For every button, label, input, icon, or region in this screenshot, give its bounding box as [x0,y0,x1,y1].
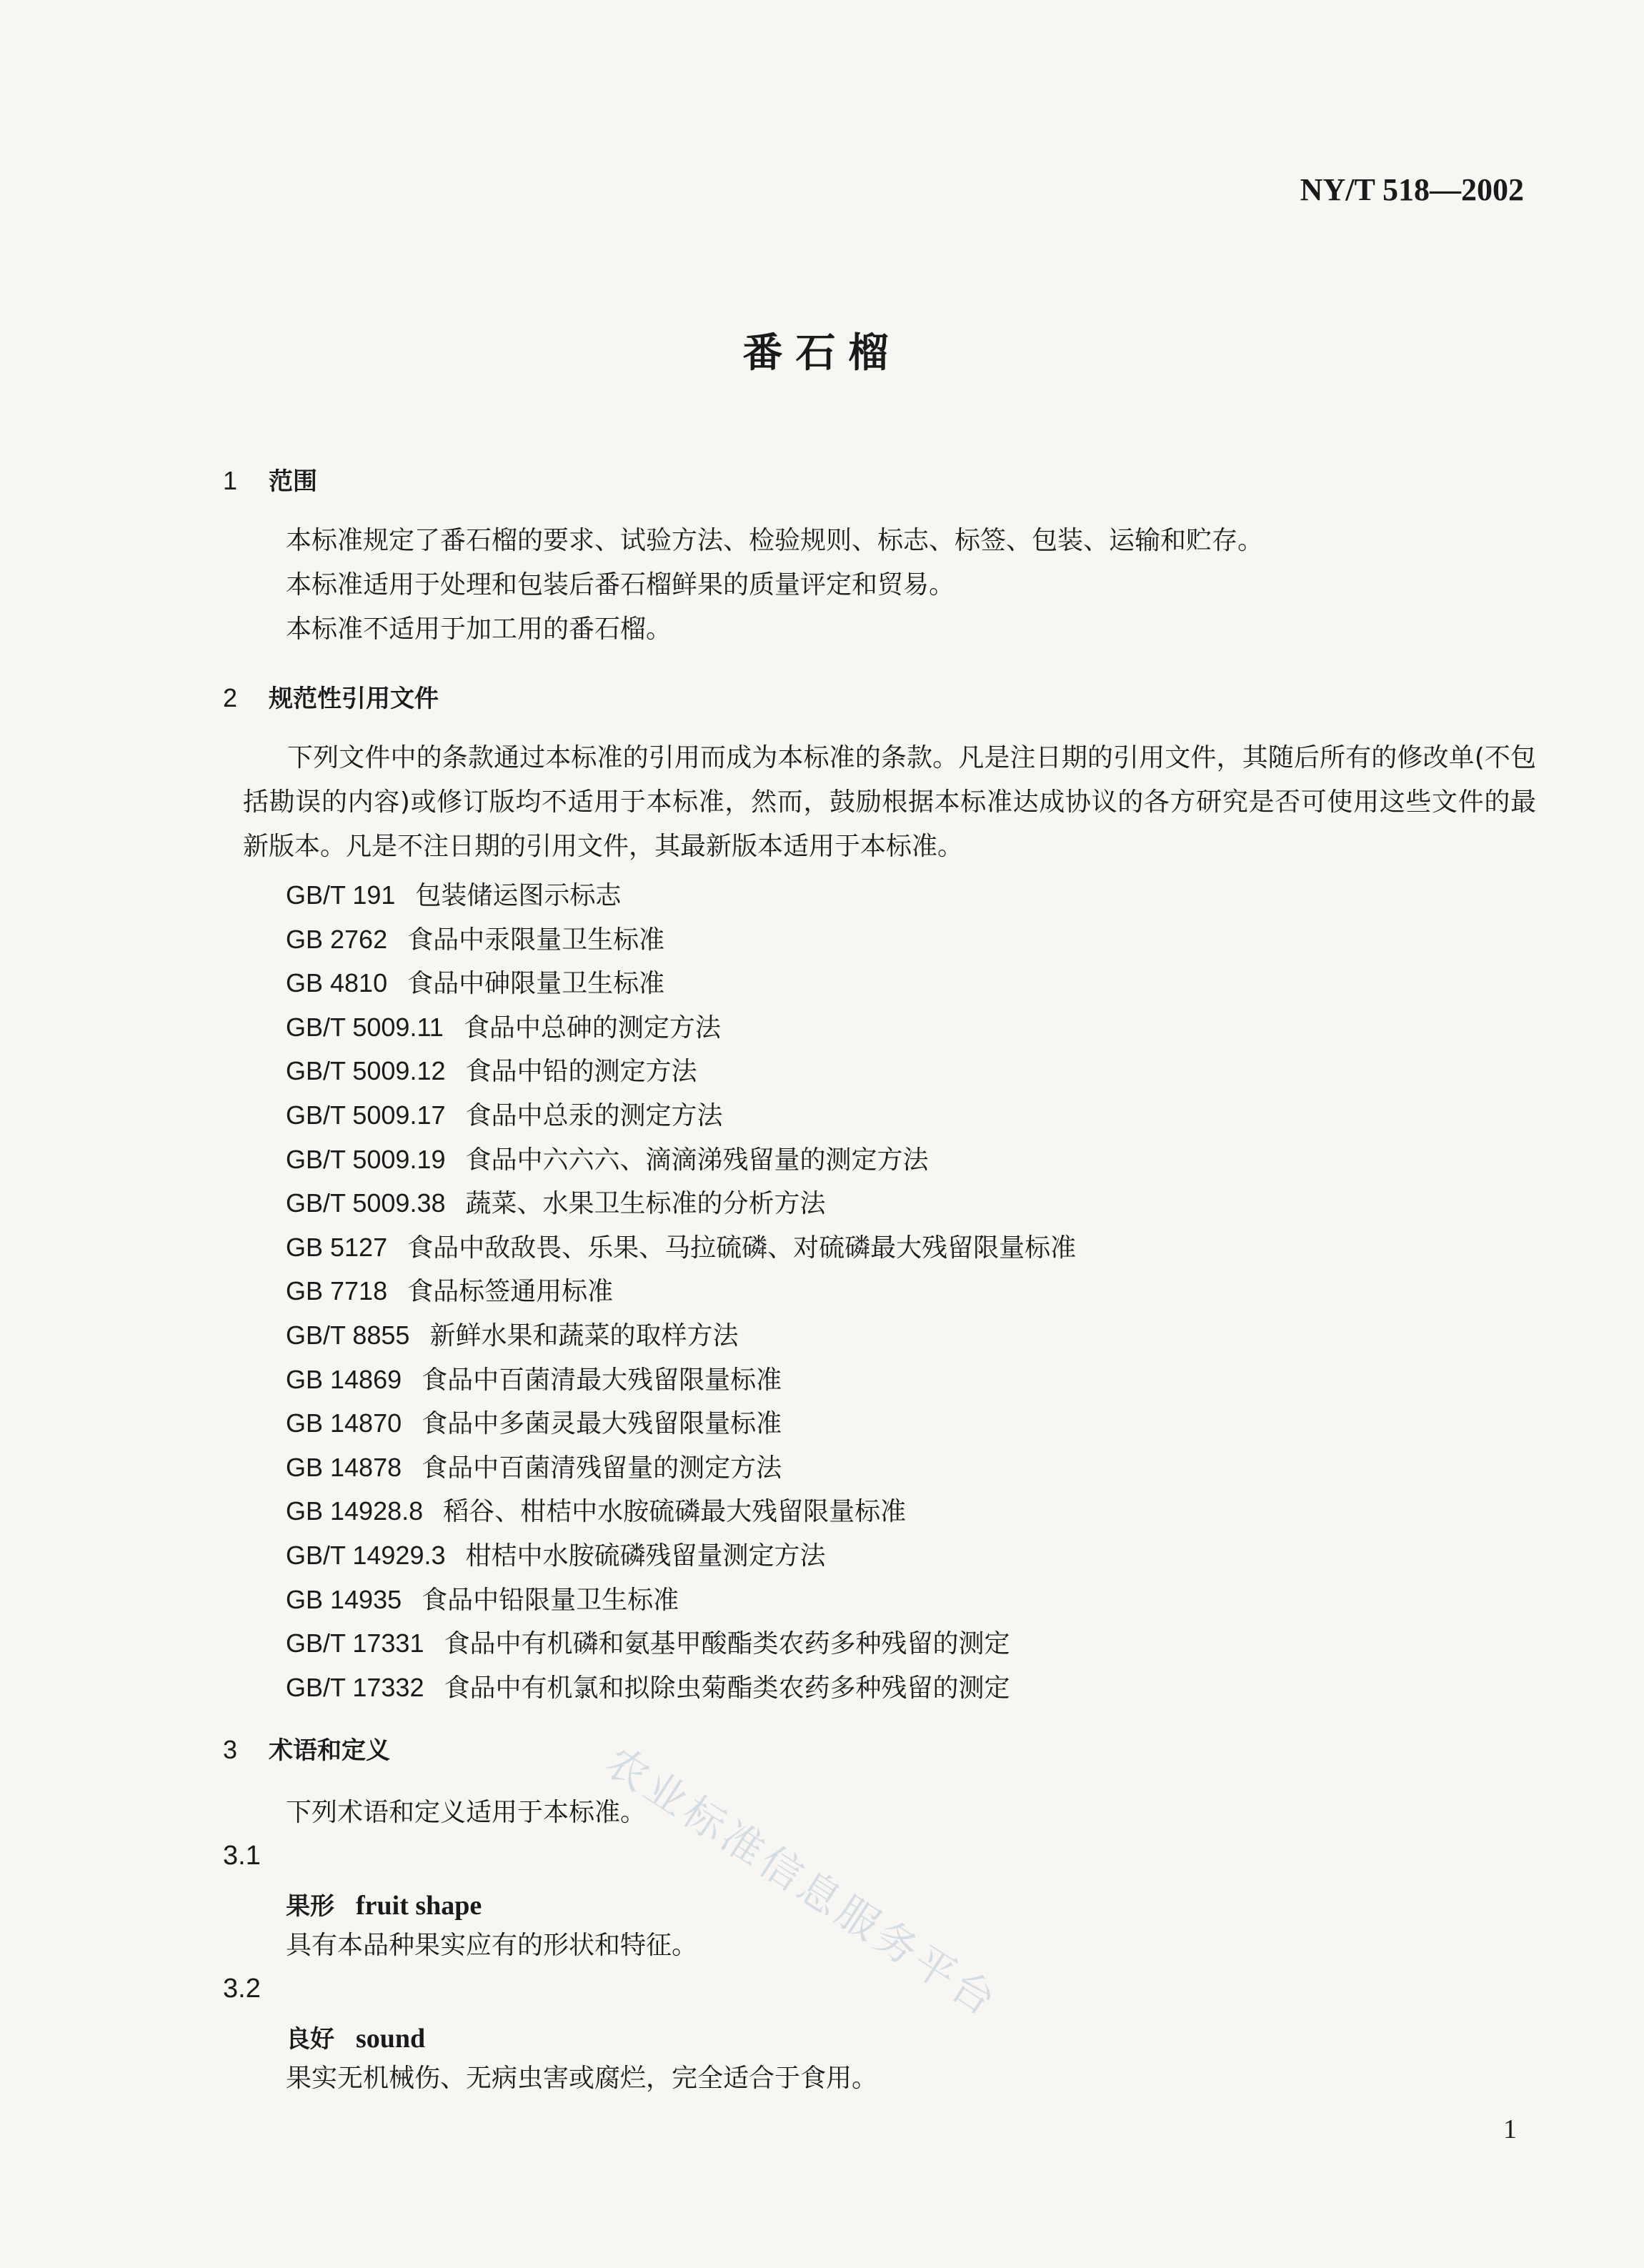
reference-code: GB/T 191 [286,880,396,910]
reference-title: 食品标签通用标准 [407,1277,614,1307]
reference-title: 食品中百菌清最大残留限量标准 [422,1365,782,1395]
reference-code: GB/T 5009.17 [286,1100,446,1130]
reference-code: GB/T 17332 [286,1672,424,1702]
term-en: fruit shape [356,1891,482,1921]
reference-code: GB 5127 [286,1232,388,1262]
reference-code: GB/T 17331 [286,1628,424,1658]
reference-item [286,1313,1076,1358]
reference-code: GB/T 5009.19 [286,1144,446,1174]
reference-item [286,961,1076,1005]
term-zh: 良好 [286,2025,334,2054]
section-title: 范围 [269,467,317,496]
reference-title: 食品中总汞的测定方法 [465,1100,723,1130]
reference-title: 食品中百菌清残留量的测定方法 [422,1453,782,1483]
reference-code: GB 2762 [286,924,388,954]
reference-code: GB/T 5009.38 [286,1188,446,1218]
reference-item [286,1489,1076,1533]
reference-title: 食品中汞限量卫生标准 [407,925,665,955]
term-definition: 果实无机械伤、无病虫害或腐烂，完全适合于食用。 [286,2064,878,2093]
reference-item [286,1533,1076,1578]
reference-title: 食品中有机氯和拟除虫菊酯类农药多种残留的测定 [444,1673,1010,1703]
reference-item [286,1269,1076,1313]
term-number: 3.2 [223,1974,261,2004]
reference-title: 食品中总砷的测定方法 [463,1013,721,1043]
reference-code: GB/T 5009.12 [286,1056,446,1086]
reference-code: GB 14935 [286,1584,402,1614]
section-1-paragraph: 本标准不适用于加工用的番石榴。 [286,615,672,644]
reference-item [286,1005,1076,1050]
term-en: sound [356,2024,426,2054]
reference-item [286,917,1076,962]
reference-item [286,1621,1076,1666]
section-1-paragraph: 本标准适用于处理和包装后番石榴鲜果的质量评定和贸易。 [286,570,955,600]
reference-title: 包装储运图示标志 [415,881,622,910]
reference-code: GB 14878 [286,1452,402,1482]
reference-code: GB 14870 [286,1408,402,1438]
term-number: 3.1 [223,1841,261,1871]
section-title: 术语和定义 [269,1736,390,1765]
section-3-intro: 下列术语和定义适用于本标准。 [286,1798,647,1827]
reference-item [286,1401,1076,1446]
reference-item [286,1578,1076,1622]
reference-item [286,1446,1076,1490]
reference-item [286,1358,1076,1402]
reference-code: GB 4810 [286,968,388,998]
section-3-heading [223,1731,390,1766]
reference-code: GB/T 14929.3 [286,1540,446,1570]
section-1-paragraph: 本标准规定了番石榴的要求、试验方法、检验规则、标志、标签、包装、运输和贮存。 [286,526,1264,555]
reference-title: 食品中砷限量卫生标准 [407,969,665,999]
reference-title: 食品中多菌灵最大残留限量标准 [422,1409,782,1439]
section-1-heading [223,462,317,497]
section-title: 规范性引用文件 [269,685,439,713]
reference-item [286,1049,1076,1093]
term-heading [286,2019,425,2054]
reference-title: 食品中铅的测定方法 [465,1057,697,1087]
reference-item [286,1138,1076,1182]
reference-title: 食品中有机磷和氨基甲酸酯类农药多种残留的测定 [444,1629,1010,1659]
section-2-heading [223,679,439,714]
term-definition: 具有本品种果实应有的形状和特征。 [286,1931,698,1960]
reference-title: 食品中铅限量卫生标准 [422,1585,679,1615]
reference-item [286,1181,1076,1225]
reference-title: 蔬菜、水果卫生标准的分析方法 [465,1189,826,1219]
reference-code: GB/T 8855 [286,1320,410,1350]
term-heading [286,1886,482,1921]
reference-title: 食品中六六六、滴滴涕残留量的测定方法 [465,1145,929,1175]
reference-code: GB 14869 [286,1364,402,1394]
reference-code: GB 7718 [286,1276,388,1306]
reference-list [286,873,1076,1709]
reference-code: GB 14928.8 [286,1496,424,1526]
reference-title: 食品中敌敌畏、乐果、马拉硫磷、对硫磷最大残留限量标准 [407,1233,1077,1263]
standard-code: NY/T 518—2002 [1300,172,1524,207]
document-title: 番石榴 [742,330,902,377]
section-2-intro: 下列文件中的条款通过本标准的引用而成为本标准的条款。凡是注日期的引用文件，其随后所有的修改单(不包括勘误的内容)或修订版均不适用于本标准，然而，鼓励根据本标准达成协议的各方研究是否可使用这些文件的最新版本。凡是不注日期的引用文件，其最新版本适用于本标准。 [243,743,1536,861]
term-zh: 果形 [286,1892,334,1921]
section-number: 1 [223,466,238,495]
reference-code: GB/T 5009.11 [286,1012,444,1042]
watermark: 农业标准信息服务平台 [597,1736,1007,2027]
reference-title: 柑桔中水胺硫磷残留量测定方法 [465,1541,826,1571]
reference-item [286,873,1076,917]
reference-title: 新鲜水果和蔬菜的取样方法 [429,1320,739,1351]
reference-item [286,1225,1076,1270]
page-number: 1 [1503,2114,1517,2144]
section-number: 2 [223,683,238,712]
reference-item [286,1093,1076,1138]
section-number: 3 [223,1735,238,1764]
reference-title: 稻谷、柑桔中水胺硫磷最大残留限量标准 [443,1497,907,1527]
reference-item [286,1666,1076,1710]
